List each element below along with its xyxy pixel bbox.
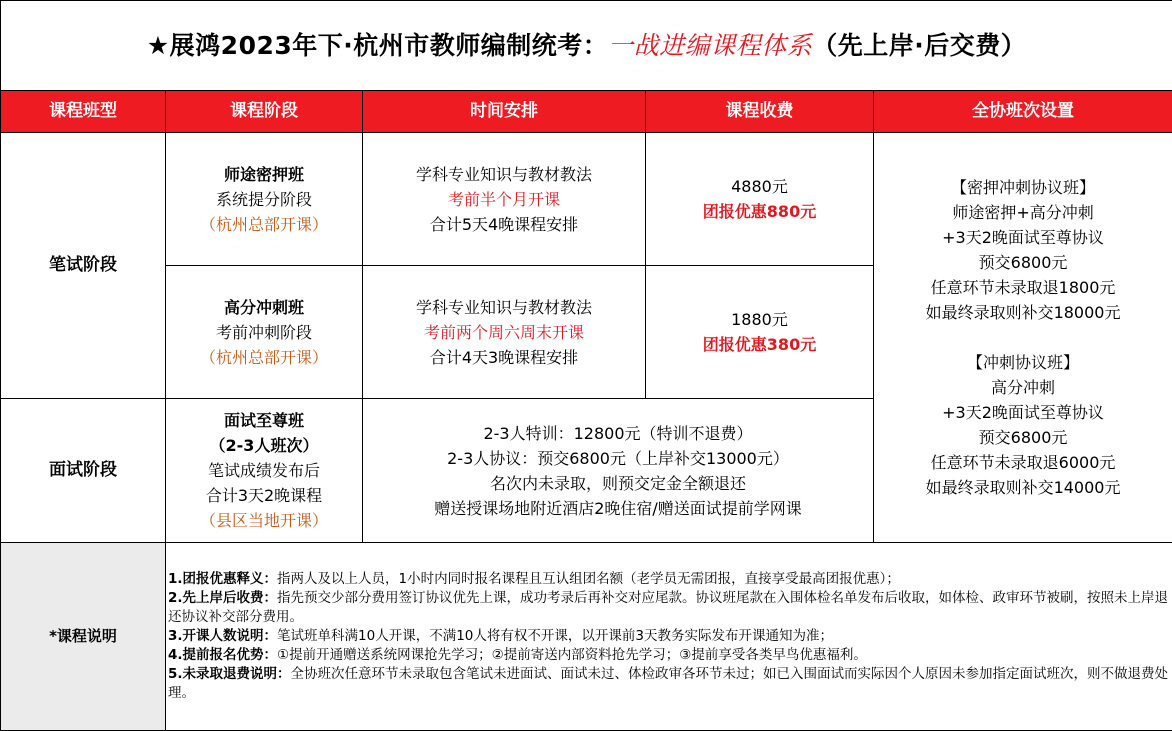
course-name: 师途密押班 <box>223 164 304 184</box>
agreement-line: 如最终录取则补交14000元 <box>925 478 1121 497</box>
schedule-cell <box>363 133 646 266</box>
note-item <box>168 589 1170 627</box>
course-phase-sub: 合计3天2晚课程 <box>205 486 323 505</box>
course-name: 面试至尊班 <box>223 411 304 430</box>
note-text: 指先预交少部分费用签订协议优先上课，成功考录后再补交对应尾款。协议班尾款在入围体检名单发布后收取，如体检、政审环节被刷，按照未上岸退还协议补交部分费用。 <box>168 590 1169 625</box>
notes-label: *课程说明 <box>1 543 166 731</box>
schedule-line: 2-3人特训：12800元（特训不退费） <box>483 423 753 443</box>
header-course-type: 课程班型 <box>1 91 166 133</box>
schedule-line: 学科专业知识与教材教法 <box>415 164 592 184</box>
course-phase-cell <box>166 399 363 543</box>
agreement-line: +3天2晚面试至尊协议 <box>942 403 1104 422</box>
group-price: 团报优惠880元 <box>702 202 817 221</box>
note-text: ①提前开通赠送系统网课抢先学习；②提前寄送内部资料抢先学习；③提前享受各类早鸟优惠福利。 <box>277 647 867 663</box>
page-title <box>1 1 1172 91</box>
header-course-phase: 课程阶段 <box>166 91 363 133</box>
schedule-cell <box>363 266 646 399</box>
fee-cell <box>646 133 874 266</box>
header-fee: 课程收费 <box>646 91 874 133</box>
stage-written: 笔试阶段 <box>1 133 166 399</box>
note-label: 1.团报优惠释义： <box>168 571 278 587</box>
note-item <box>168 665 1170 703</box>
note-text: 指两人及以上人员，1小时内同时报名课程且互认组团名额（老学员无需团报，直接享受最高团报优惠）； <box>277 571 900 587</box>
agreement-line: 高分冲刺 <box>991 378 1056 397</box>
course-name-sub: （2-3人班次） <box>209 436 319 455</box>
spacer <box>874 325 1172 350</box>
note-item <box>168 646 1170 665</box>
title-highlight: 一战进编课程体系 <box>608 31 813 60</box>
course-phase-cell <box>166 133 363 266</box>
agreement-line: 任意环节未录取退1800元 <box>930 278 1116 297</box>
note-text: 全协班次任意环节未录取包含笔试未进面试、面试未过、体检政审各环节未过；如已入围面试而实际因个人原因未参加指定面试班次，则不做退费处理。 <box>168 666 1169 701</box>
agreement-line: 【冲刺协议班】 <box>967 353 1080 372</box>
course-phase: 考前冲刺阶段 <box>215 322 312 342</box>
agreement-line: +3天2晚面试至尊协议 <box>942 228 1104 247</box>
interview-schedule-cell <box>363 399 874 543</box>
agreement-line: 预交6800元 <box>978 428 1068 447</box>
note-label: 2.先上岸后收费： <box>168 590 278 606</box>
note-label: 4.提前报名优势： <box>168 647 278 663</box>
fee-cell <box>646 266 874 399</box>
stage-interview: 面试阶段 <box>1 399 166 543</box>
header-agreement: 全协班次设置 <box>874 91 1172 133</box>
course-phase: 笔试成绩发布后 <box>207 461 320 480</box>
agreement-line: 如最终录取则补交18000元 <box>925 303 1121 322</box>
header-row <box>1 91 1172 133</box>
course-phase: 系统提分阶段 <box>215 189 312 209</box>
table-row <box>1 133 1172 266</box>
course-location: （县区当地开课） <box>199 511 328 530</box>
schedule-line: 合计5天4晚课程安排 <box>429 214 579 234</box>
agreement-line: 师途密押+高分冲刺 <box>952 203 1094 222</box>
note-text: 笔试班单科满10人开课，不满10人将有权不开课，以开课前3天教务实际发布开课通知为准； <box>277 628 833 644</box>
agreement-cell <box>874 133 1172 543</box>
course-location: （杭州总部开课） <box>199 214 328 234</box>
schedule-line: 名次内未录取，则预交定金全额退还 <box>489 473 746 493</box>
schedule-line: 合计4天3晚课程安排 <box>429 347 579 367</box>
course-name: 高分冲刺班 <box>223 297 304 317</box>
header-schedule: 时间安排 <box>363 91 646 133</box>
course-price: 1880元 <box>731 310 788 329</box>
agreement-line: 【密押冲刺协议班】 <box>951 178 1096 197</box>
title-suffix: （先上岸·后交费） <box>812 31 1027 60</box>
schedule-line: 考前两个周六周末开课 <box>423 322 584 342</box>
note-item <box>168 570 1170 589</box>
schedule-line: 考前半个月开课 <box>447 189 560 209</box>
course-phase-cell <box>166 266 363 399</box>
schedule-line: 2-3人协议：预交6800元（上岸补交13000元） <box>447 448 789 468</box>
note-item <box>168 627 1170 646</box>
notes-cell <box>166 543 1172 731</box>
schedule-line: 赠送授课场地附近酒店2晚住宿/赠送面试提前学网课 <box>434 498 802 518</box>
course-location: （杭州总部开课） <box>199 347 328 367</box>
note-label: 5.未录取退费说明： <box>168 666 291 682</box>
title-prefix: ★展鸿2023年下·杭州市教师编制统考： <box>146 31 609 60</box>
agreement-line: 预交6800元 <box>978 253 1068 272</box>
notes-row <box>1 543 1172 731</box>
course-price: 4880元 <box>731 177 788 196</box>
agreement-line: 任意环节未录取退6000元 <box>930 453 1116 472</box>
schedule-line: 学科专业知识与教材教法 <box>415 297 592 317</box>
group-price: 团报优惠380元 <box>702 335 817 354</box>
note-label: 3.开课人数说明： <box>168 628 278 644</box>
